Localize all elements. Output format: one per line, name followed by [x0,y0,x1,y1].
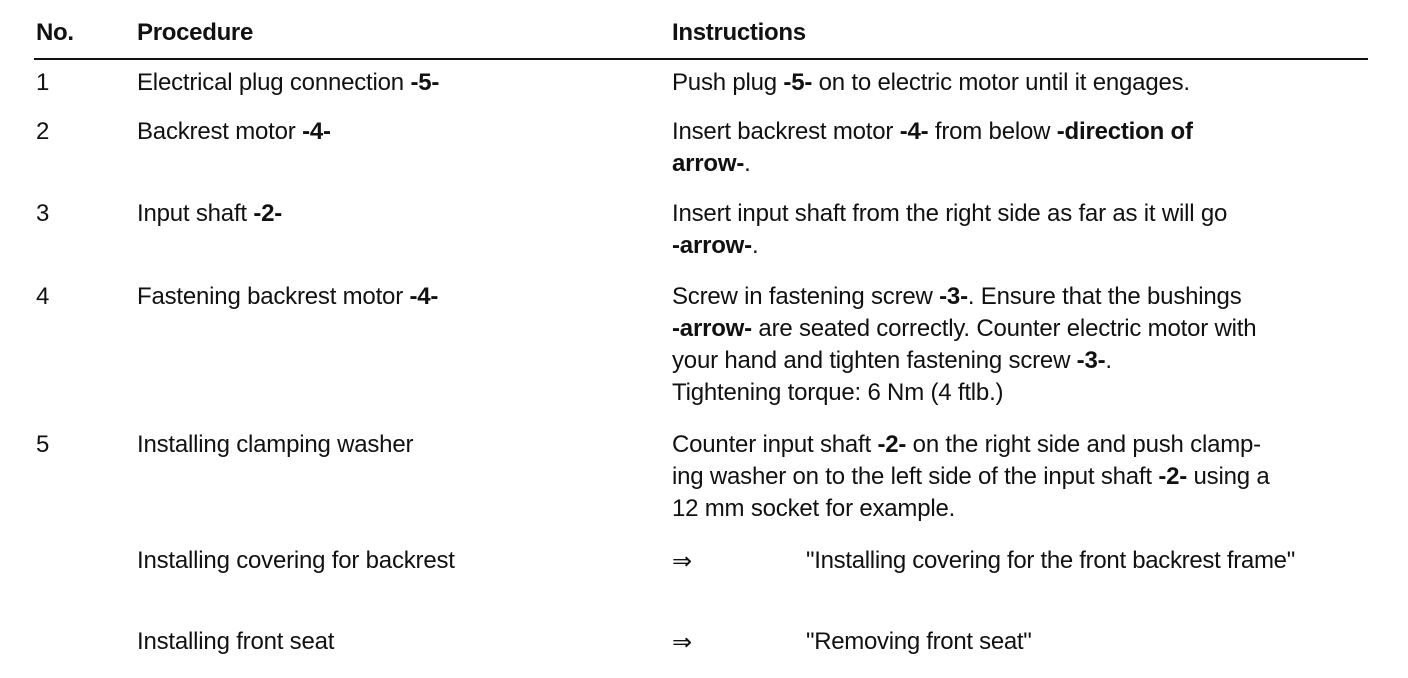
procedure-ref: -2- [253,200,283,227]
instruction-text: from below [928,118,1057,145]
step-number: 1 [36,69,50,96]
instruction-text: Push plug [672,69,784,96]
instruction-ref: -3- [939,283,968,310]
instruction-text: using a [1187,463,1270,490]
procedure-ref: -4- [409,283,439,310]
instruction-text: . Ensure that the bushings [967,283,1242,310]
instruction-ref: -direction of [1056,118,1193,145]
table-header [34,18,1368,60]
instructions-cell [672,281,1372,409]
instruction-ref: -4- [899,118,929,145]
instruction-ref: -5- [783,69,813,96]
cross-reference-link[interactable]: "Removing front seat" [806,628,1032,655]
procedure-cell: Installing clamping washer [137,431,414,458]
instruction-ref: arrow- [672,150,745,177]
instruction-text: Screw in fastening screw [672,283,940,310]
arrow-right-icon: ⇒ [672,628,693,656]
procedure-cell [137,116,657,148]
step-number: 4 [36,283,50,310]
instruction-text: Insert backrest motor [672,118,900,145]
instruction-text: 12 mm socket for example. [672,495,956,522]
instruction-text: . [751,232,759,259]
instruction-ref: -arrow- [672,232,752,259]
procedure-cell [137,281,657,313]
header-no: No. [36,19,74,46]
instructions-cell [672,116,1372,180]
instruction-ref: -3- [1076,347,1106,374]
instruction-text: Insert input shaft from the right side as far as it will go [672,200,1228,227]
header-instructions: Instructions [672,19,806,46]
procedure-cell [137,67,657,99]
instruction-text: on to electric motor until it engages. [812,69,1190,96]
step-number: 5 [36,431,50,458]
procedure-cell: Installing covering for backrest [137,547,455,574]
instructions-cell [672,429,1372,525]
header-procedure: Procedure [137,19,254,46]
instruction-text: are seated correctly. Counter electric motor with [751,315,1257,342]
instruction-text: ing washer on to the left side of the input shaft [672,463,1159,490]
procedure-ref: -4- [302,118,331,145]
instruction-text: . [1105,347,1112,374]
arrow-right-icon: ⇒ [672,547,693,575]
procedure-text: Electrical plug connection [137,69,411,96]
procedure-text: Input shaft [137,200,254,227]
procedure-ref: -5- [410,69,440,96]
instruction-ref: -2- [877,431,907,458]
instruction-ref: -2- [1158,463,1188,490]
cross-reference-link[interactable]: "Installing covering for the front backrest frame" [806,547,1295,574]
instructions-cell [672,67,1372,99]
instructions-cell [672,198,1372,262]
instruction-text: Counter input shaft [672,431,878,458]
instruction-text: your hand and tighten fastening screw [672,347,1077,374]
procedure-cell: Installing front seat [137,628,335,655]
step-number: 2 [36,118,50,145]
procedure-cell [137,198,657,230]
step-number: 3 [36,200,50,227]
instruction-ref: -arrow- [672,315,752,342]
instruction-text: . [744,150,751,177]
procedure-text: Fastening backrest motor [137,283,410,310]
procedure-text: Backrest motor [137,118,303,145]
instruction-text: on the right side and push clamp- [906,431,1261,458]
tightening-torque: Tightening torque: 6 Nm (4 ftlb.) [672,379,1004,406]
